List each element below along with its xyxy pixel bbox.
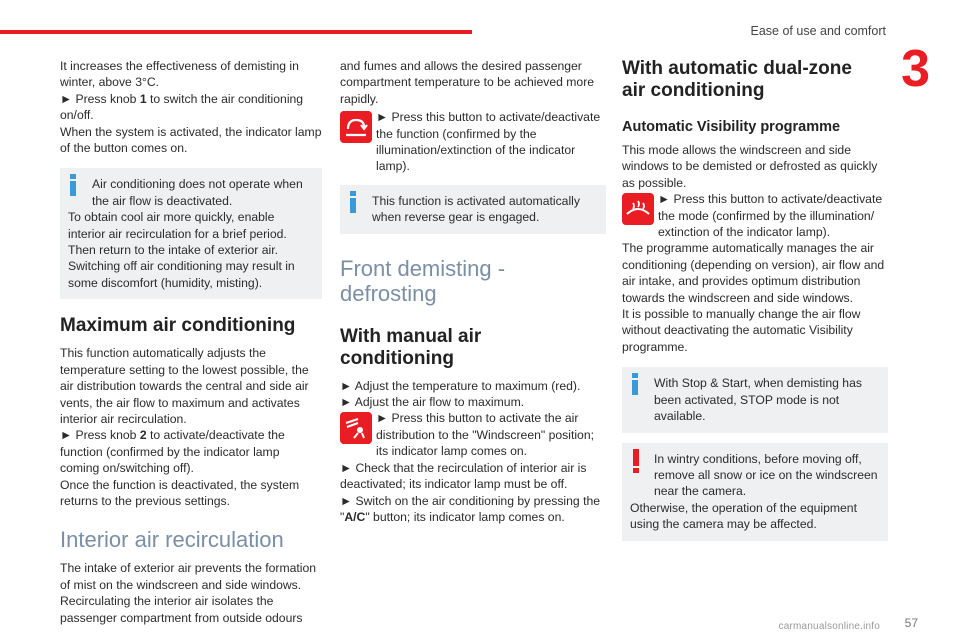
heading-dual-zone: With automatic dual-zone air conditioning (622, 58, 852, 101)
paragraph: When the system is activated, the indicator lamp of the button comes on. (60, 124, 322, 156)
paragraph: ► Switch on the air conditioning by pressing the "A/C" button; its indicator lamp comes on. (340, 493, 601, 524)
info-box (60, 168, 322, 299)
heading-interior-air-recirculation: Interior air recirculation (60, 527, 284, 553)
warning-box (622, 443, 888, 541)
column-2 (340, 58, 606, 525)
paragraph: ► Press this button to activate/deactivate the mode (confirmed by the illumination/ extinction of the indicator lamp). (658, 192, 883, 240)
heading-front-demisting: Front demisting - defrosting (340, 255, 506, 306)
warning-icon (632, 449, 640, 473)
paragraph: It increases the effectiveness of demisting in winter, above 3°C. (60, 59, 299, 90)
heading-maximum-air-conditioning: Maximum air conditioning (60, 315, 296, 337)
section-title: Ease of use and comfort (750, 24, 886, 38)
chapter-number: 3 (901, 40, 930, 98)
windscreen-defrost-icon (622, 193, 654, 225)
info-text: This function is activated automatically when reverse gear is engaged. (372, 193, 580, 225)
info-text: Air conditioning does not operate when the air flow is deactivated. (92, 177, 303, 208)
paragraph: ► Adjust the temperature to maximum (red). (340, 378, 581, 393)
info-icon (68, 174, 78, 196)
paragraph: ► Press knob 1 to switch the air conditioning on/off. (60, 91, 304, 123)
air-recirculation-icon (340, 111, 372, 143)
paragraph: ► Check that the recirculation of interior air is deactivated; its indicator lamp must be off. (340, 460, 587, 492)
paragraph: It is possible to manually change the air flow without deactivating the automatic Visibility programme. (622, 307, 861, 354)
info-text: With Stop & Start, when demisting has been activated, STOP mode is not available. (654, 376, 862, 424)
info-icon (630, 373, 640, 395)
visibility-instruction (622, 191, 888, 240)
windscreen-instruction (340, 410, 606, 459)
paragraph: ► Press knob 2 to activate/deactivate the function (confirmed by the indicator lamp coming on/switching off). (60, 428, 285, 476)
heading-visibility-programme: Automatic Visibility programme (622, 119, 841, 135)
info-box (340, 185, 606, 234)
page-number: 57 (904, 616, 918, 630)
column-1 (60, 58, 322, 626)
info-icon (348, 191, 358, 213)
windscreen-distribution-icon (340, 412, 372, 444)
paragraph: ► Press this button to activate/deactivate the function (confirmed by the illumination/extinction of the indicator lamp). (376, 110, 601, 174)
info-box (622, 367, 888, 432)
watermark: carmanualsonline.info (778, 621, 880, 632)
paragraph: Once the function is deactivated, the system returns to the previous settings. (60, 477, 300, 508)
paragraph: ► Adjust the air flow to maximum. (340, 395, 525, 410)
warning-text: Otherwise, the operation of the equipment using the camera may be affected. (630, 500, 857, 532)
paragraph: This function automatically adjusts the temperature setting to the lowest possible, the air distribution towards the central and side air vents, the air flow to maximum and activates interior air recirculation. (60, 346, 309, 426)
column-3 (622, 58, 888, 541)
heading-manual-air-conditioning: With manual air conditioning (340, 325, 482, 369)
info-text: Switching off air conditioning may result in some discomfort (humidity, misting). (68, 259, 295, 290)
paragraph: The programme automatically manages the air conditioning (depending on version), air flow and air intake, and provides optimum distribution towards the windscreen and side windows. (622, 241, 885, 305)
paragraph: and fumes and allows the desired passenger compartment temperature to be achieved more rapidly. (340, 59, 595, 106)
recirculation-instruction (340, 109, 606, 175)
info-text: To obtain cool air more quickly, enable interior air recirculation for a brief period. Then return to the intake of exterior air. (68, 210, 287, 258)
warning-text: In wintry conditions, before moving off, remove all snow or ice on the windscreen near the camera. (654, 451, 878, 499)
paragraph: The intake of exterior air prevents the formation of mist on the windscreen and side windows. Recirculating the interior air isolates the passenger compartment from outside odours (60, 561, 317, 625)
paragraph: ► Press this button to activate the air distribution to the "Windscreen" position; its indicator lamp comes on. (376, 411, 594, 459)
top-accent-bar (0, 30, 472, 34)
paragraph: This mode allows the windscreen and side windows to be demisted or defrosted as quickly as possible. (622, 143, 878, 190)
